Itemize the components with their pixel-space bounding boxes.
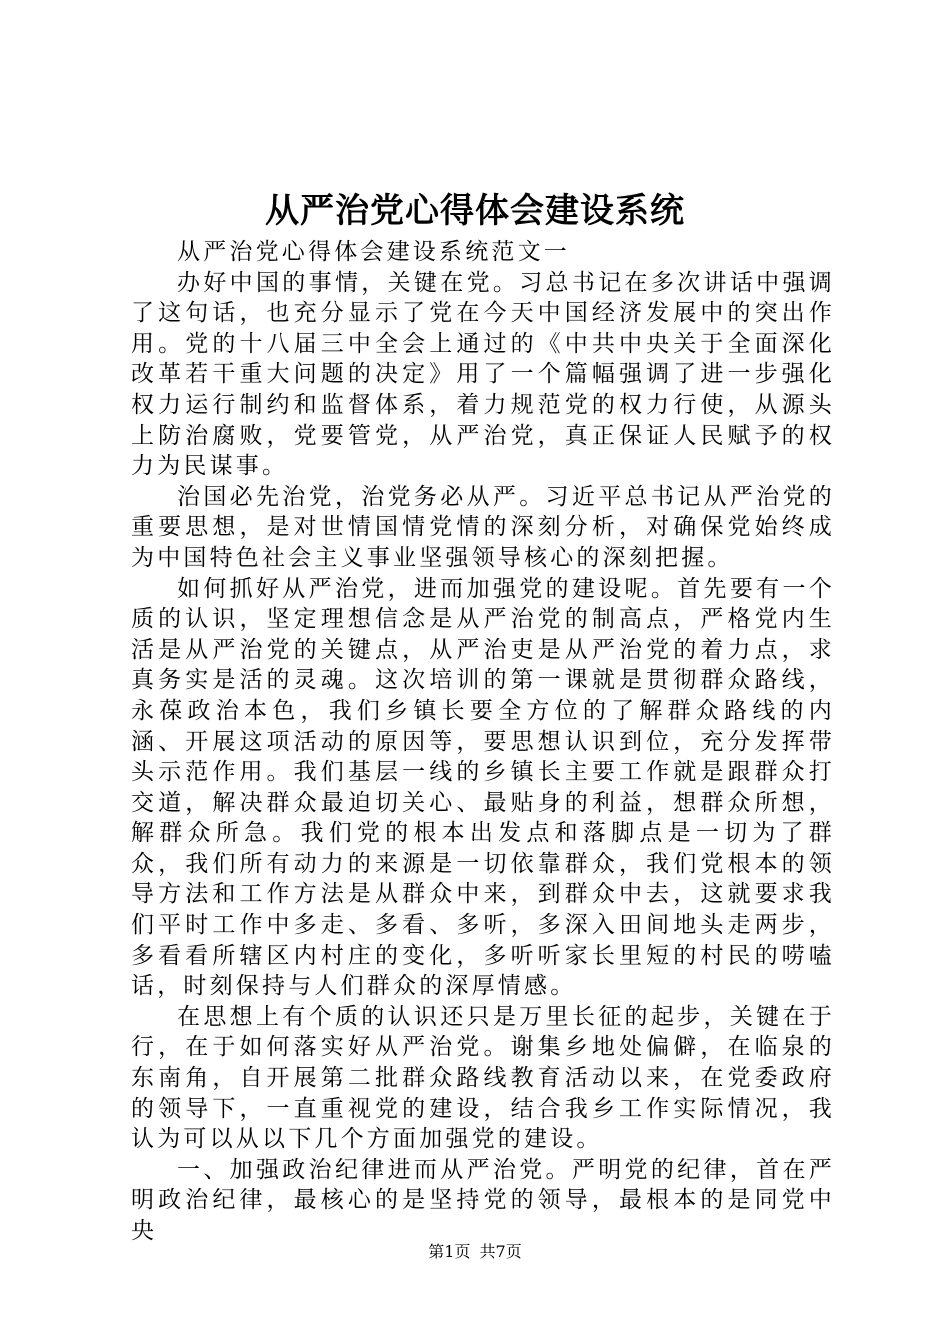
paragraph: 一、加强政治纪律进而从严治党。严明党的纪律，首在严明政治纪律，最核心的是坚持党的领导，最根本的是同党中央 (131, 1156, 835, 1244)
page-total: 共7页 (479, 1242, 522, 1261)
document-body (131, 237, 835, 1247)
paragraph: 如何抓好从严治党，进而加强党的建设呢。首先要有一个质的认识，坚定理想信念是从严治党的制高点，严格党内生活是从严治党的关键点，从严治吏是从严治党的着力点，求真务实是活的灵魂。这次培训的第一课就是贯彻群众路线，永葆政治本色，我们乡镇长要全方位的了解群众路线的内涵、开展这项活动的原因等，要思想认识到位，充分发挥带头示范作用。我们基层一线的乡镇长主要工作就是跟群众打交道，解决群众最迫切关心、最贴身的利益，想群众所想，解群众所急。我们党的根本出发点和落脚点是一切为了群众，我们所有动力的来源是一切依靠群众，我们党根本的领导方法和工作方法是从群众中来，到群众中去，这就要求我们平时工作中多走、多看、多听，多深入田间地头走两步，多看看所辖区内村庄的变化，多听听家长里短的村民的唠嗑话，时刻保持与人们群众的深厚情感。 (131, 575, 835, 1000)
page-number: 第1页 (428, 1242, 471, 1261)
paragraph: 治国必先治党，治党务必从严。习近平总书记从严治党的重要思想，是对世情国情党情的深刻分析，对确保党始终成为中国特色社会主义事业坚强领导核心的深刻把握。 (131, 483, 835, 571)
page-footer (0, 1242, 950, 1262)
paragraph: 在思想上有个质的认识还只是万里长征的起步，关键在于行，在于如何落实好从严治党。谢集乡地处偏僻，在临泉的东南角，自开展第二批群众路线教育活动以来，在党委政府的领导下，一直重视党的建设，结合我乡工作实际情况，我认为可以从以下几个方面加强党的建设。 (131, 1003, 835, 1153)
paragraph: 办好中国的事情，关键在党。习总书记在多次讲话中强调了这句话，也充分显示了党在今天中国经济发展中的突出作用。党的十八届三中全会上通过的《中共中央关于全面深化改革若干重大问题的决定》用了一个篇幅强调了进一步强化权力运行制约和监督体系，着力规范党的权力行使，从源头上防治腐败，党要管党，从严治党，真正保证人民赋予的权力为民谋事。 (131, 269, 835, 480)
page-title: 从严治党心得体会建设系统 (265, 191, 685, 231)
paragraph: 从严治党心得体会建设系统范文一 (177, 239, 570, 265)
